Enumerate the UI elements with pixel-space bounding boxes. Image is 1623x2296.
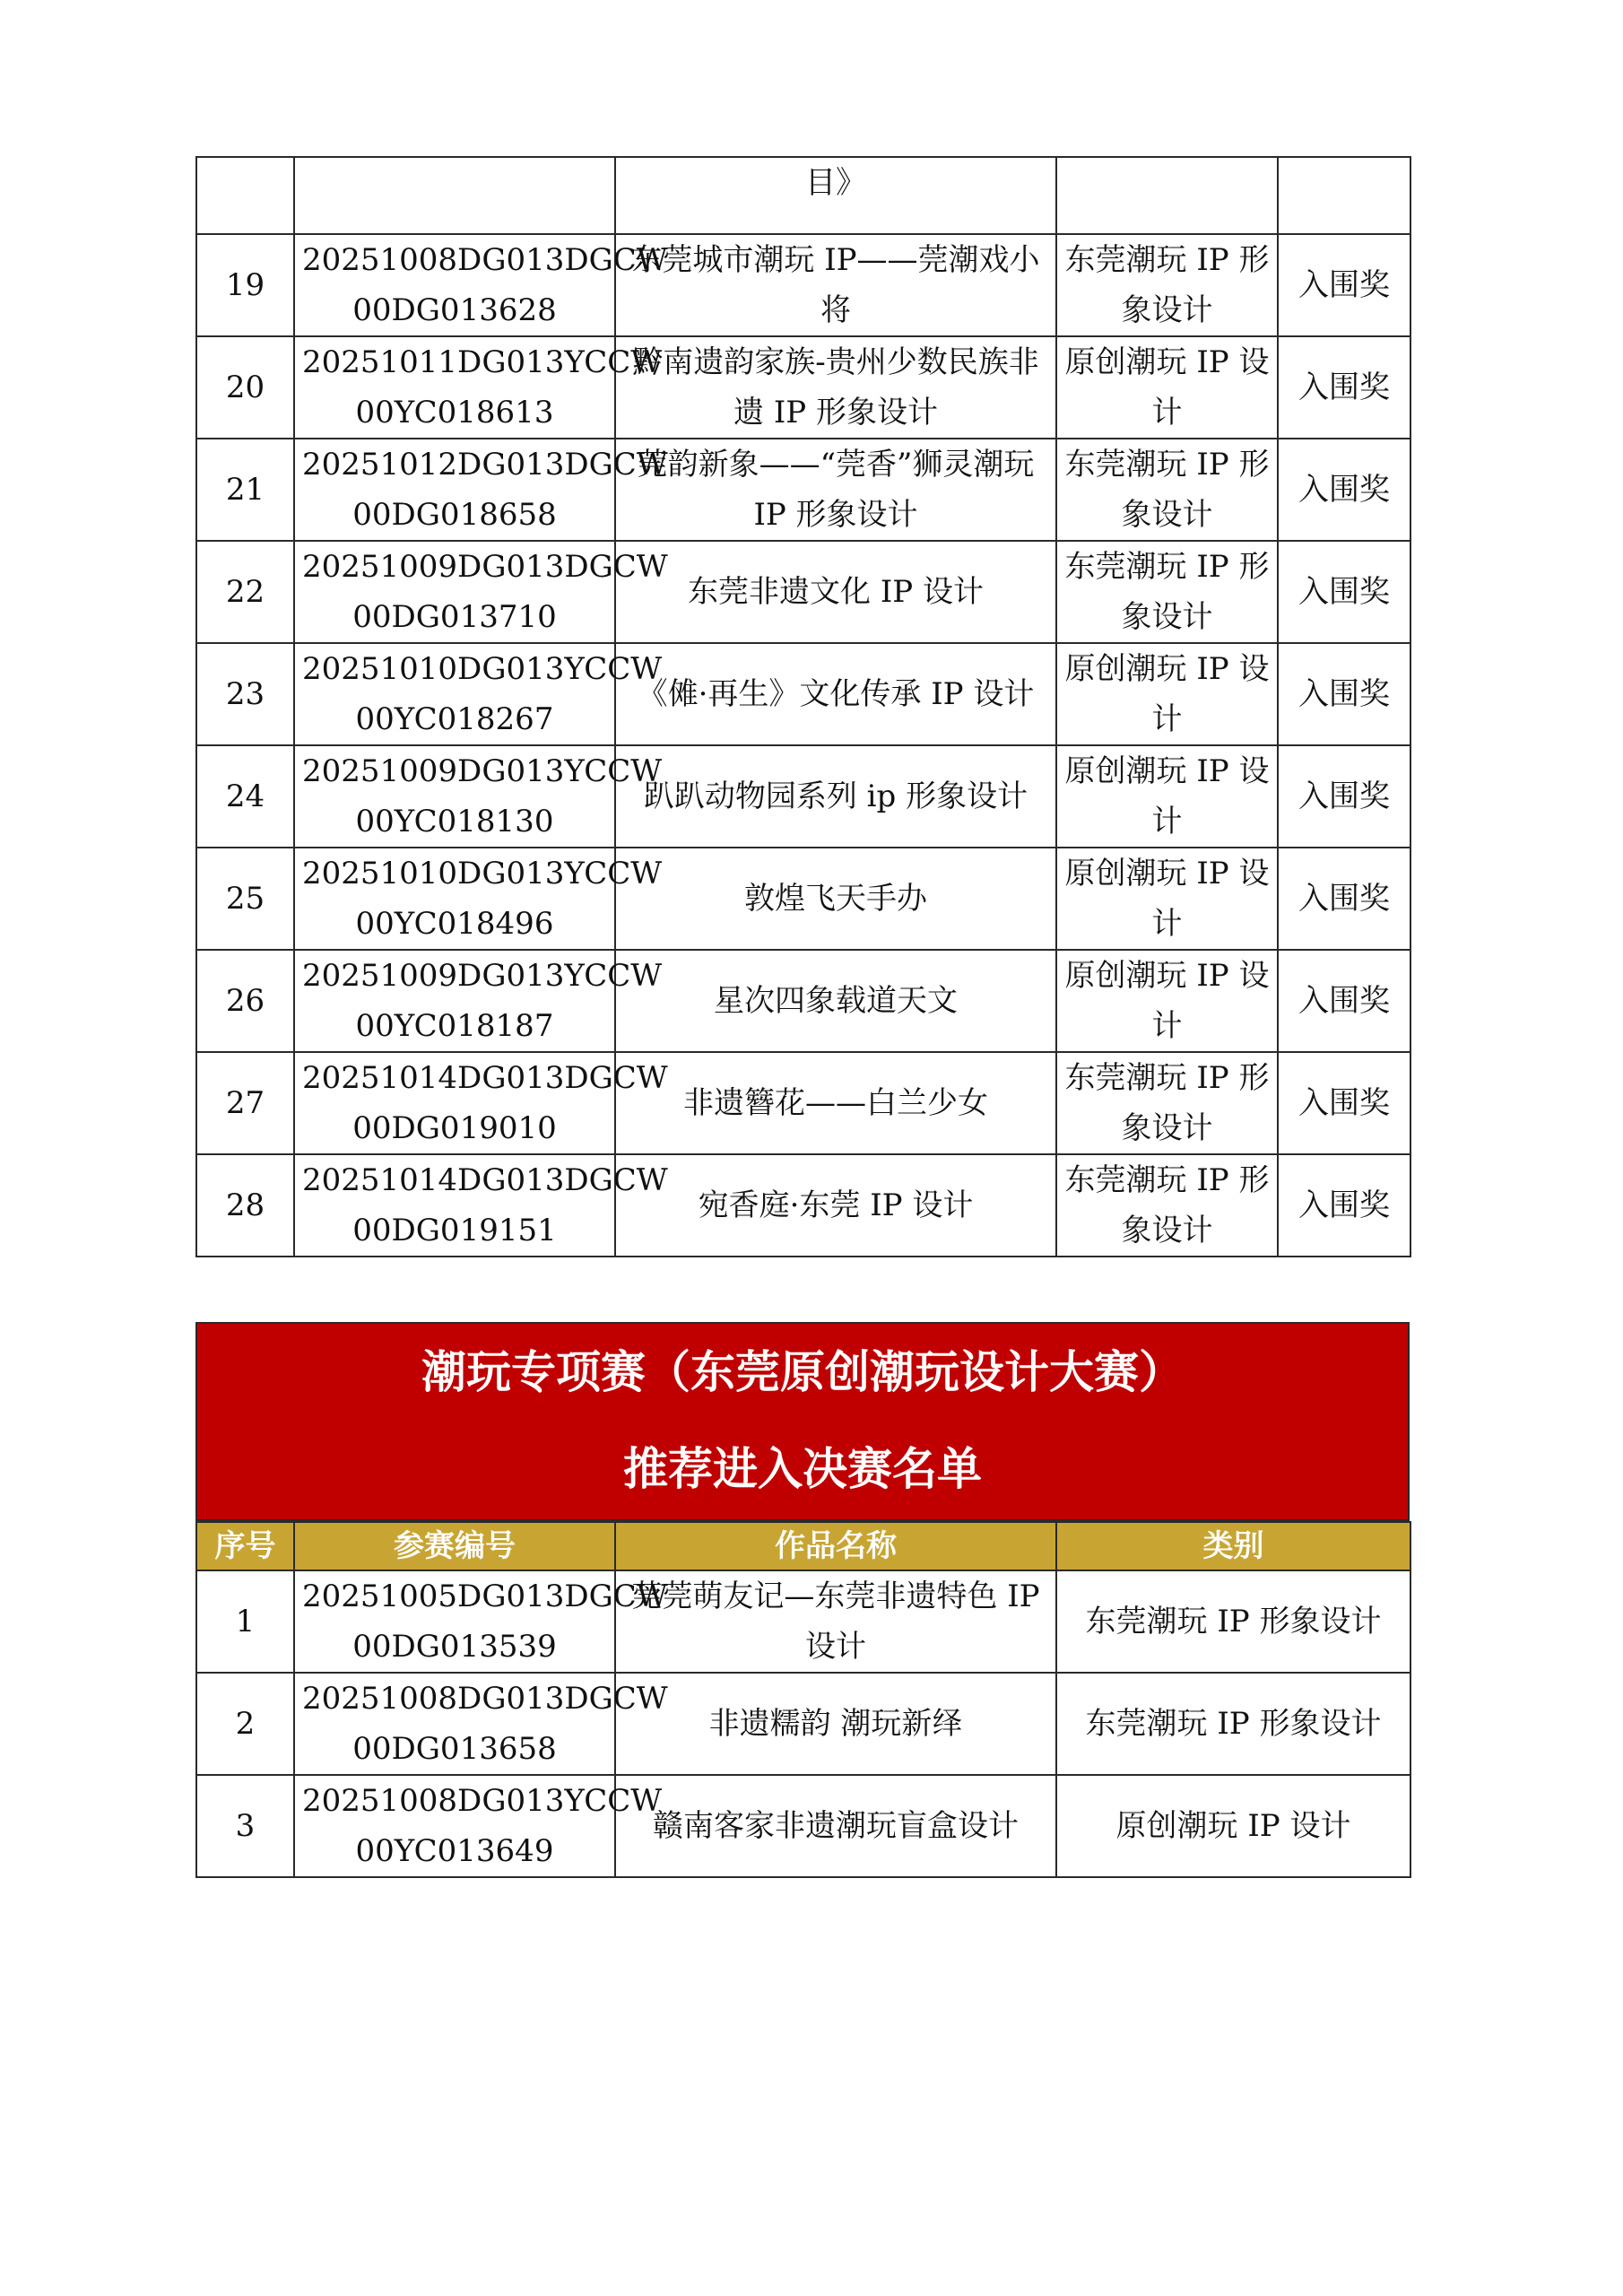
table-row <box>196 541 1410 643</box>
entry-code: 20251008DG013DGCW 00DG013628 <box>294 234 615 336</box>
entry-code: 20251005DG013DGCW 00DG013539 <box>294 1570 615 1673</box>
row-number: 28 <box>196 1154 294 1257</box>
name-fragment: 目》 <box>615 157 1056 234</box>
category: 东莞潮玩 IP 形象设计 <box>1056 1052 1278 1154</box>
table-row <box>196 848 1410 950</box>
header-code: 参赛编号 <box>294 1522 615 1570</box>
award: 入围奖 <box>1278 1154 1410 1257</box>
entry-code: 20251012DG013DGCW 00DG018658 <box>294 439 615 541</box>
category: 原创潮玩 IP 设计 <box>1056 848 1278 950</box>
entry-code: 20251008DG013YCCW 00YC013649 <box>294 1775 615 1877</box>
work-name: 敦煌飞天手办 <box>615 848 1056 950</box>
row-number: 26 <box>196 950 294 1052</box>
entry-code: 20251009DG013DGCW 00DG013710 <box>294 541 615 643</box>
row-number: 19 <box>196 234 294 336</box>
row-number: 3 <box>196 1775 294 1877</box>
work-name: 星次四象载道天文 <box>615 950 1056 1052</box>
category: 东莞潮玩 IP 形象设计 <box>1056 439 1278 541</box>
award: 入围奖 <box>1278 1052 1410 1154</box>
row-number: 21 <box>196 439 294 541</box>
category: 东莞潮玩 IP 形象设计 <box>1056 1154 1278 1257</box>
award: 入围奖 <box>1278 336 1410 439</box>
entry-code: 20251010DG013YCCW 00YC018267 <box>294 643 615 745</box>
work-name: 黔南遗韵家族-贵州少数民族非遗 IP 形象设计 <box>615 336 1056 439</box>
work-name: 趴趴动物园系列 ip 形象设计 <box>615 745 1056 848</box>
table-row <box>196 950 1410 1052</box>
category: 原创潮玩 IP 设计 <box>1056 745 1278 848</box>
table-row <box>196 1775 1410 1877</box>
header-name: 作品名称 <box>615 1522 1056 1570</box>
category: 东莞潮玩 IP 形象设计 <box>1056 1673 1410 1775</box>
row-number: 1 <box>196 1570 294 1673</box>
award: 入围奖 <box>1278 848 1410 950</box>
table-row <box>196 439 1410 541</box>
award: 入围奖 <box>1278 439 1410 541</box>
category: 原创潮玩 IP 设计 <box>1056 950 1278 1052</box>
table-row <box>196 1673 1410 1775</box>
category: 原创潮玩 IP 设计 <box>1056 336 1278 439</box>
category: 东莞潮玩 IP 形象设计 <box>1056 1570 1410 1673</box>
category: 原创潮玩 IP 设计 <box>1056 1775 1410 1877</box>
header-no: 序号 <box>196 1522 294 1570</box>
work-name: 莞韵新象——“莞香”狮灵潮玩 IP 形象设计 <box>615 439 1056 541</box>
row-number: 24 <box>196 745 294 848</box>
table-row <box>196 1570 1410 1673</box>
shortlist-table <box>195 156 1411 1257</box>
award: 入围奖 <box>1278 643 1410 745</box>
row-number: 23 <box>196 643 294 745</box>
work-name: 非遗糯韵 潮玩新绎 <box>615 1673 1056 1775</box>
entry-code: 20251008DG013DGCW 00DG013658 <box>294 1673 615 1775</box>
table-row <box>196 643 1410 745</box>
category: 原创潮玩 IP 设计 <box>1056 643 1278 745</box>
row-number: 22 <box>196 541 294 643</box>
award: 入围奖 <box>1278 950 1410 1052</box>
work-name: 宛香庭·东莞 IP 设计 <box>615 1154 1056 1257</box>
entry-code: 20251014DG013DGCW 00DG019151 <box>294 1154 615 1257</box>
work-name: 东莞城市潮玩 IP——莞潮戏小将 <box>615 234 1056 336</box>
row-number: 25 <box>196 848 294 950</box>
entry-code: 20251009DG013YCCW 00YC018187 <box>294 950 615 1052</box>
row-number: 27 <box>196 1052 294 1154</box>
table-row <box>196 745 1410 848</box>
work-name: 赣南客家非遗潮玩盲盒设计 <box>615 1775 1056 1877</box>
table-row <box>196 234 1410 336</box>
section-subtitle: 推荐进入决赛名单 <box>623 1443 982 1495</box>
award: 入围奖 <box>1278 541 1410 643</box>
section-title-banner <box>195 1322 1410 1521</box>
header-row <box>196 1522 1410 1570</box>
row-number: 20 <box>196 336 294 439</box>
table-row <box>196 1154 1410 1257</box>
category: 东莞潮玩 IP 形象设计 <box>1056 234 1278 336</box>
entry-code: 20251009DG013YCCW 00YC018130 <box>294 745 615 848</box>
table-row <box>196 1052 1410 1154</box>
award: 入围奖 <box>1278 745 1410 848</box>
header-category: 类别 <box>1056 1522 1410 1570</box>
table-row <box>196 336 1410 439</box>
work-name: 非遗簪花——白兰少女 <box>615 1052 1056 1154</box>
entry-code: 20251010DG013YCCW 00YC018496 <box>294 848 615 950</box>
entry-code: 20251014DG013DGCW 00DG019010 <box>294 1052 615 1154</box>
work-name: 莞莞萌友记—东莞非遗特色 IP 设计 <box>615 1570 1056 1673</box>
award: 入围奖 <box>1278 234 1410 336</box>
work-name: 《傩·再生》文化传承 IP 设计 <box>615 643 1056 745</box>
row-number: 2 <box>196 1673 294 1775</box>
table-row <box>196 157 1410 234</box>
section-title: 潮玩专项赛（东莞原创潮玩设计大赛） <box>421 1346 1184 1398</box>
category: 东莞潮玩 IP 形象设计 <box>1056 541 1278 643</box>
entry-code: 20251011DG013YCCW 00YC018613 <box>294 336 615 439</box>
finalist-table <box>195 1521 1411 1878</box>
work-name: 东莞非遗文化 IP 设计 <box>615 541 1056 643</box>
